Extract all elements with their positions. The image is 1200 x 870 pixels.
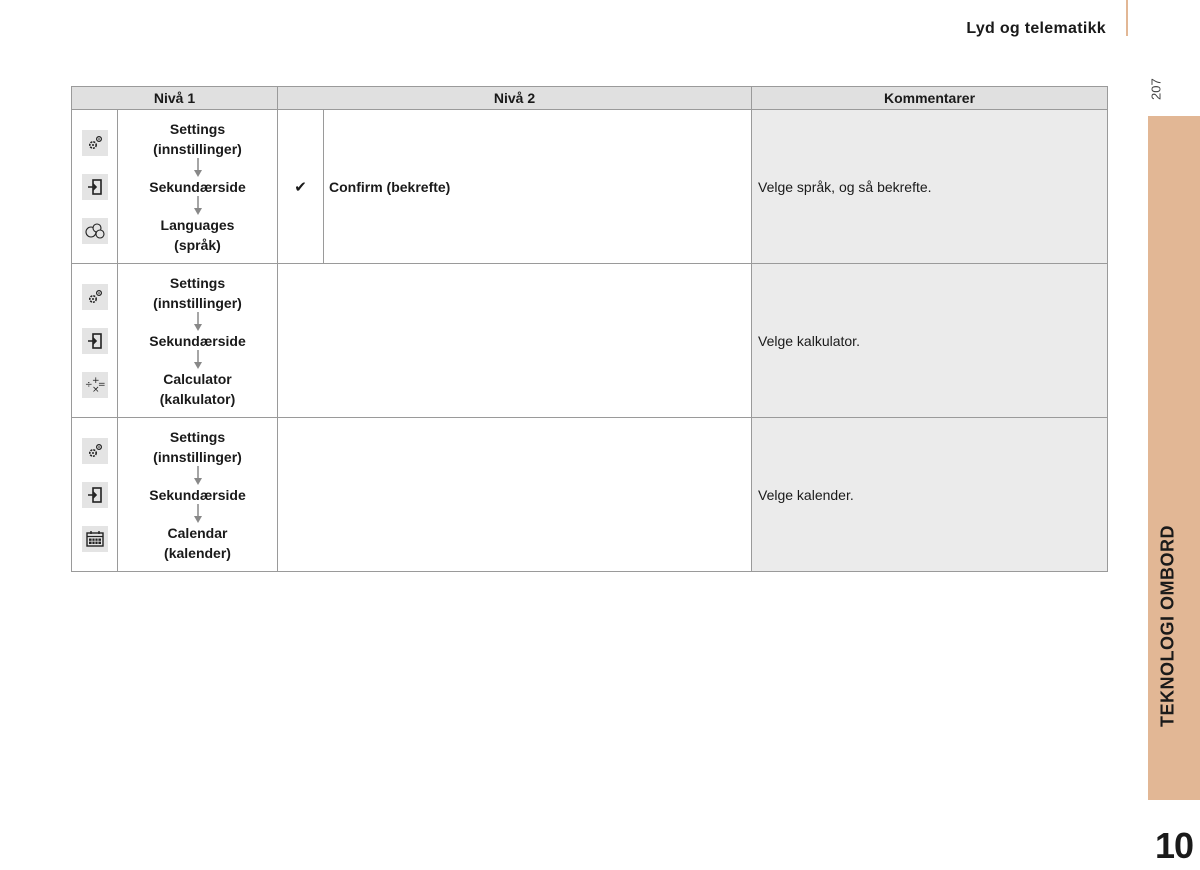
level2-empty — [278, 264, 752, 418]
svg-text:×: × — [91, 384, 100, 395]
step-settings: Settings (innstillinger) — [153, 120, 242, 157]
table-row — [72, 110, 1108, 264]
arrow-down-icon — [193, 504, 203, 524]
header-level2: Nivå 2 — [278, 87, 752, 110]
calendar-icon — [82, 526, 108, 552]
arrow-down-icon — [193, 158, 203, 178]
step-calendar: Calendar (kalender) — [164, 524, 231, 561]
arrow-down-icon — [193, 312, 203, 332]
comment: Velge språk, og så bekrefte. — [752, 110, 1108, 264]
chapter-title: TEKNOLOGI OMBORD — [1157, 525, 1178, 727]
languages-icon — [82, 218, 108, 244]
step-secondary-page: Sekundærside — [149, 332, 246, 349]
svg-text:=: = — [97, 379, 106, 390]
settings-icon — [82, 284, 108, 310]
icons-cell — [72, 418, 118, 572]
svg-text:÷: ÷ — [84, 379, 93, 390]
icons-cell — [72, 110, 118, 264]
comment: Velge kalkulator. — [752, 264, 1108, 418]
step-settings: Settings (innstillinger) — [153, 428, 242, 465]
table-row — [72, 418, 1108, 572]
chapter-tab — [1148, 116, 1200, 866]
secondary-page-icon — [82, 328, 108, 354]
settings-icon — [82, 130, 108, 156]
step-calculator: Calculator (kalkulator) — [159, 370, 236, 407]
step-languages: Languages (språk) — [160, 216, 235, 253]
arrow-down-icon — [193, 196, 203, 216]
menu-table — [71, 86, 1108, 572]
secondary-page-icon — [82, 174, 108, 200]
header-comments: Kommentarer — [752, 87, 1108, 110]
level2-empty — [278, 418, 752, 572]
calculator-icon — [82, 372, 108, 398]
chapter-divider — [1150, 808, 1200, 810]
step-settings: Settings (innstillinger) — [153, 274, 242, 311]
icons-cell — [72, 264, 118, 418]
secondary-page-icon — [82, 482, 108, 508]
header-level1: Nivå 1 — [72, 87, 278, 110]
settings-icon — [82, 438, 108, 464]
comment: Velge kalender. — [752, 418, 1108, 572]
arrow-down-icon — [193, 350, 203, 370]
table-header-row — [72, 87, 1108, 110]
page-number: 207 — [1148, 78, 1164, 100]
section-title: Lyd og telematikk — [966, 20, 1106, 37]
step-secondary-page: Sekundærside — [149, 178, 246, 195]
header-rule — [1126, 0, 1128, 36]
table-row — [72, 264, 1108, 418]
arrow-down-icon — [193, 466, 203, 486]
level2-label: Confirm (bekrefte) — [324, 110, 752, 264]
svg-text:+: + — [91, 375, 100, 386]
check-icon: ✔ — [278, 110, 324, 264]
step-secondary-page: Sekundærside — [149, 486, 246, 503]
level1-path — [118, 110, 278, 264]
level1-path — [118, 418, 278, 572]
level1-path — [118, 264, 278, 418]
chapter-number: 10 — [1154, 825, 1194, 866]
